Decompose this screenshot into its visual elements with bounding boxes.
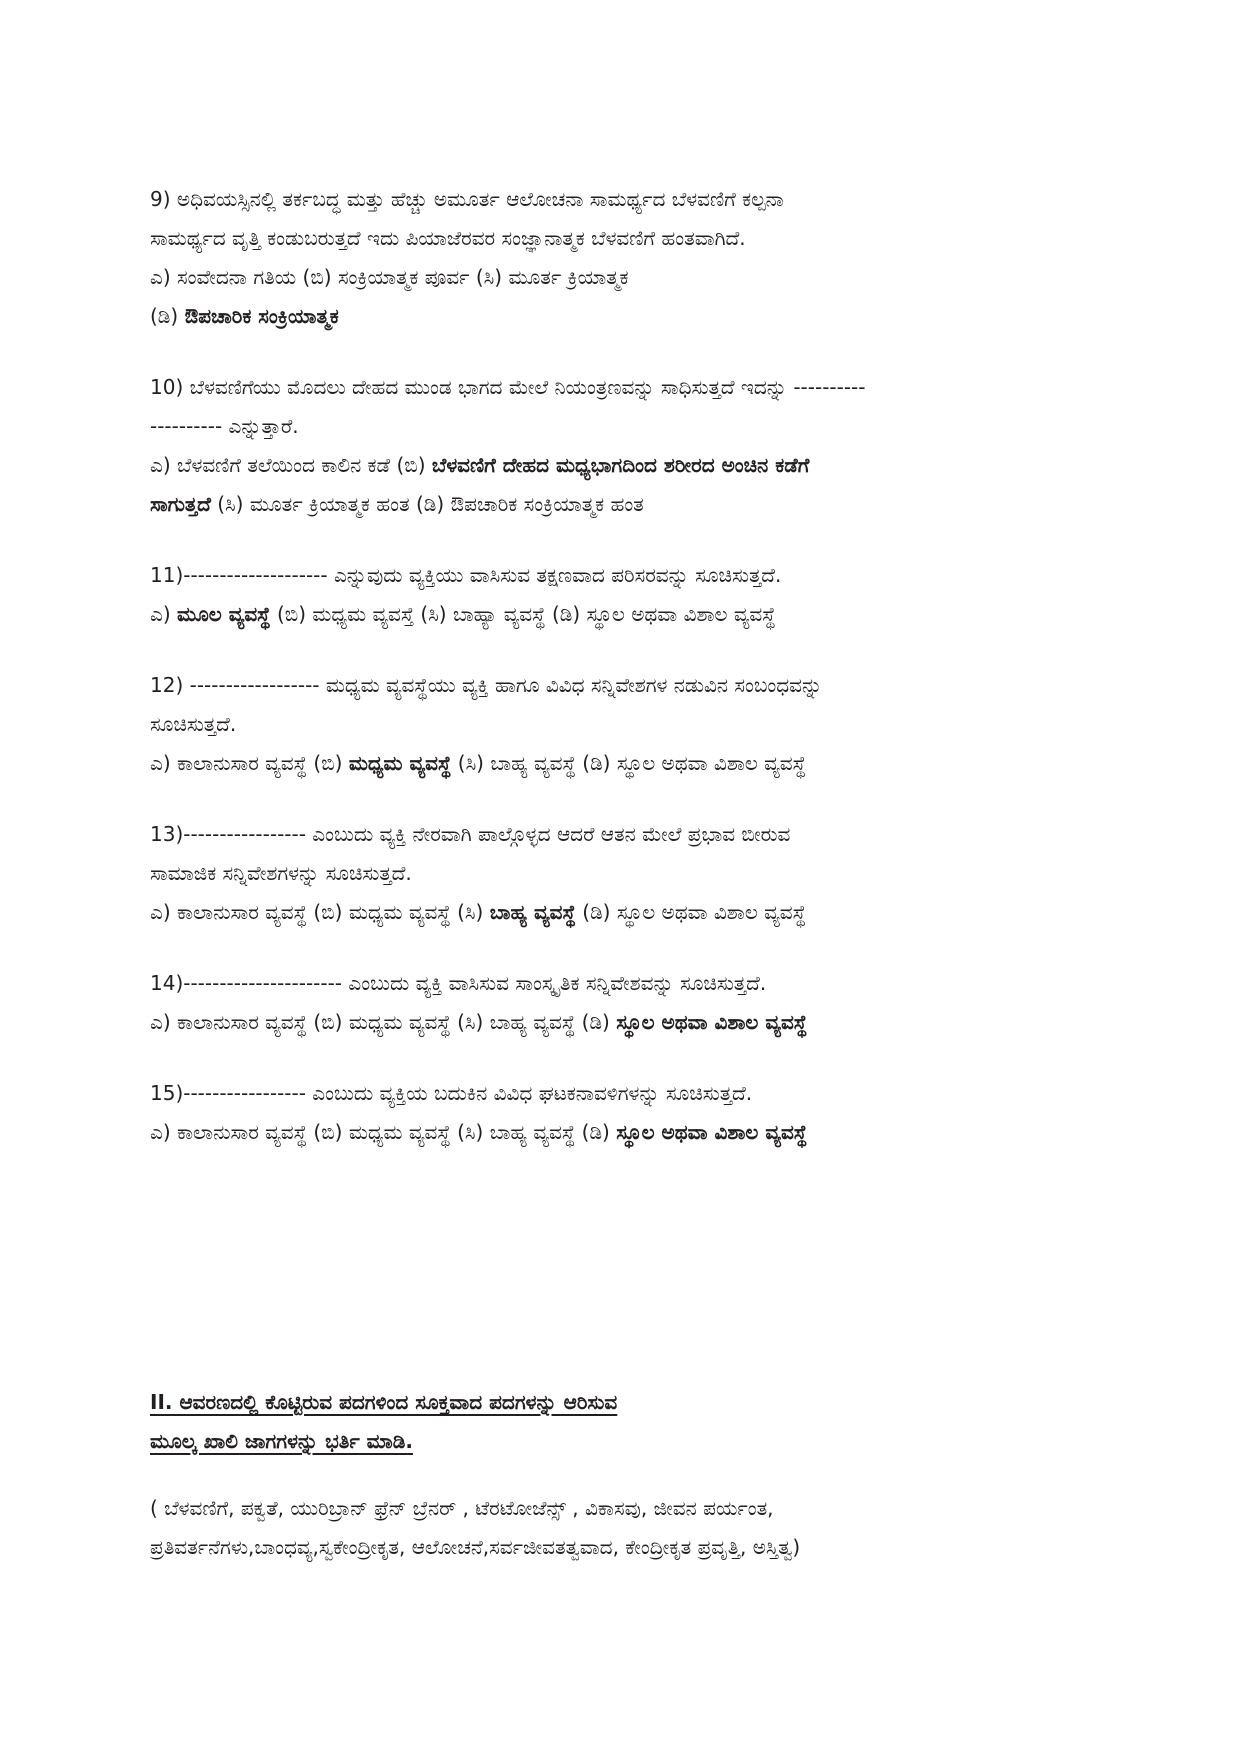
options-line — [150, 1113, 1090, 1152]
correct-answer: ಸ್ಥೂಲ ಅಥವಾ ವಿಶಾಲ ವ್ಯವಸ್ಥೆ — [616, 1120, 808, 1144]
word-bank-line: ಪ್ರತಿವರ್ತನೆಗಳು,ಬಾಂಧವ್ಯ,ಸ್ವಕೇಂದ್ರೀಕೃತ, ಆಲೋಚನೆ,ಸರ್ವಜೀವತತ್ವವಾದ, ಕೇಂದ್ರೀಕೃತ ಪ್ರವೃತ್ತಿ, ಅಸ್ತಿತ್ವ) — [150, 1535, 801, 1559]
options-line — [150, 744, 1090, 783]
question-text-line: ಸಾಮಾಜಿಕ ಸನ್ನಿವೇಶಗಳನ್ನು ಸೂಚಿಸುತ್ತದೆ. — [150, 861, 412, 885]
question-text-line: 9) ಅಧಿವಯಸ್ಸಿನಲ್ಲಿ ತರ್ಕಬದ್ಧ ಮತ್ತು ಹೆಚ್ಚು ಅಮೂರ್ತ ಆಲೋಚನಾ ಸಾಮರ್ಥ್ಯದ ಬೆಳವಣಿಗೆ ಕಲ್ಪನಾ — [150, 187, 784, 211]
correct-answer-continued: ಸಾಗುತ್ತದೆ — [150, 492, 211, 516]
question-text-line: 11)-------------------- ಎನ್ನುವುದು ವ್ಯಕ್ತಿಯು ವಾಸಿಸುವ ತಕ್ಷಣವಾದ ಪರಿಸರವನ್ನು ಸೂಚಿಸುತ್ತದೆ. — [150, 563, 782, 587]
option-text: ಎ) — [150, 602, 178, 626]
section-heading-line: II. ಆವರಣದಲ್ಲಿ ಕೊಟ್ಟಿರುವ ಪದಗಳಿಂದ ಸೂಕ್ತವಾದ ಪದಗಳನ್ನು ಆರಿಸುವ — [150, 1390, 618, 1414]
options-line — [150, 893, 1090, 932]
option-text: (ಸಿ) ಮೂರ್ತ ಕ್ರಿಯಾತ್ಮಕ ಹಂತ (ಡಿ) ಔಪಚಾರಿಕ ಸಂಕ್ರಿಯಾತ್ಮಕ ಹಂತ — [210, 492, 644, 516]
question-13 — [150, 815, 1090, 932]
options-line — [150, 1003, 1090, 1042]
question-text-line: ---------- ಎನ್ನುತ್ತಾರೆ. — [150, 414, 299, 438]
options-line — [150, 446, 1090, 485]
question-14 — [150, 964, 1090, 1042]
correct-answer: ಸ್ಥೂಲ ಅಥವಾ ವಿಶಾಲ ವ್ಯವಸ್ಥೆ — [616, 1010, 808, 1034]
correct-answer: ಔಪಚಾರಿಕ ಸಂಕ್ರಿಯಾತ್ಮಕ — [184, 304, 339, 328]
option-text: (ಡಿ) — [150, 304, 185, 328]
question-9 — [150, 180, 1090, 336]
option-text: (ಬಿ) ಮಧ್ಯಮ ವ್ಯವಸ್ತೆ (ಸಿ) ಬಾಹ್ಯಾ ವ್ಯವಸ್ಥೆ (ಡಿ) ಸ್ಥೂಲ ಅಥವಾ ವಿಶಾಲ ವ್ಯವಸ್ಥೆ — [270, 602, 776, 626]
correct-answer: ಮೂಲ ವ್ಯವಸ್ಥೆ — [177, 602, 271, 626]
option-text: ಎ) ಕಾಲಾನುಸಾರ ವ್ಯವಸ್ಥೆ (ಬಿ) — [150, 751, 349, 775]
word-bank-line: ( ಬೆಳವಣಿಗೆ, ಪಕ್ವತೆ, ಯುರಿಬ್ರಾನ್ ಫ್ರೆನ್ ಬ್ರೆನರ್ , ಟೆರಟೋಜೆನ್ಸ್ , ವಿಕಾಸವು, ಜೀವನ ಪರ್ಯಂತ, — [150, 1496, 774, 1520]
question-list — [150, 180, 1090, 1184]
options-line: ಎ) ಸಂವೇದನಾ ಗತಿಯ (ಬಿ) ಸಂಕ್ರಿಯಾತ್ಮಕ ಪೂರ್ವ (ಸಿ) ಮೂರ್ತ ಕ್ರಿಯಾತ್ಮಕ — [150, 265, 629, 289]
options-line — [150, 485, 1090, 524]
section-heading-line: ಮೂಲ್ಕ ಖಾಲಿ ಜಾಗಗಳನ್ನು ಭರ್ತಿ ಮಾಡಿ. — [150, 1429, 413, 1453]
correct-answer: ಬೆಳವಣಿಗೆ ದೇಹದ ಮಧ್ಯಭಾಗದಿಂದ ಶರೀರದ ಅಂಚಿನ ಕಡೆಗೆ — [431, 453, 810, 477]
question-text-line: 15)----------------- ಎಂಬುದು ವ್ಯಕ್ತಿಯ ಬದುಕಿನ ವಿವಿಧ ಘಟಕನಾವಳಿಗಳನ್ನು ಸೂಚಿಸುತ್ತದೆ. — [150, 1081, 753, 1105]
question-12 — [150, 666, 1090, 783]
question-text-line: ಸೂಚಿಸುತ್ತದೆ. — [150, 712, 237, 736]
correct-answer: ಬಾಹ್ಯ ವ್ಯವಸ್ಥೆ — [489, 900, 576, 924]
section-two — [150, 1383, 1090, 1567]
option-text: (ಸಿ) ಬಾಹ್ಯ ವ್ಯವಸ್ಥೆ (ಡಿ) ಸ್ಥೂಲ ಅಥವಾ ವಿಶಾಲ ವ್ಯವಸ್ಥೆ — [451, 751, 807, 775]
word-bank — [150, 1489, 1090, 1567]
options-line — [150, 595, 1090, 634]
question-10 — [150, 368, 1090, 524]
question-text-line: 14)---------------------- ಎಂಬುದು ವ್ಯಕ್ತಿ ವಾಸಿಸುವ ಸಾಂಸ್ಕೃತಿಕ ಸನ್ನಿವೇಶವನ್ನು ಸೂಚಿಸುತ್ತದೆ. — [150, 971, 767, 995]
question-text-line: 12) ------------------ ಮಧ್ಯಮ ವ್ಯವಸ್ಥೆಯು ವ್ಯಕ್ತಿ ಹಾಗೂ ವಿವಿಧ ಸನ್ನಿವೇಶಗಳ ನಡುವಿನ ಸಂಬಂಧವನ್ನು — [150, 673, 823, 697]
question-text-line: 13)----------------- ಎಂಬುದು ವ್ಯಕ್ತಿ ನೇರವಾಗಿ ಪಾಲ್ಗೊಳ್ಳದ ಆದರೆ ಆತನ ಮೇಲೆ ಪ್ರಭಾವ ಬೀರುವ — [150, 822, 791, 846]
question-15 — [150, 1074, 1090, 1152]
question-text-line: ಸಾಮರ್ಥ್ಯದ ವೃತ್ತಿ ಕಂಡುಬರುತ್ತದೆ ಇದು ಪಿಯಾಜೆರವರ ಸಂಜ್ಞಾನಾತ್ಮಕ ಬೆಳವಣಿಗೆ ಹಂತವಾಗಿದೆ. — [150, 226, 746, 250]
section-heading — [150, 1383, 1090, 1461]
option-text: ಎ) ಕಾಲಾನುಸಾರ ವ್ಯವಸ್ಥೆ (ಬಿ) ಮಧ್ಯಮ ವ್ಯವಸ್ಥೆ (ಸಿ) ಬಾಹ್ಯ ವ್ಯವಸ್ಥೆ (ಡಿ) — [150, 1010, 617, 1034]
option-text: ಎ) ಬೆಳವಣಿಗೆ ತಲೆಯಿಂದ ಕಾಲಿನ ಕಡೆ (ಬಿ) — [150, 453, 432, 477]
question-text-line: 10) ಬೆಳವಣಿಗೆಯು ಮೊದಲು ದೇಹದ ಮುಂಡ ಭಾಗದ ಮೇಲೆ ನಿಯಂತ್ರಣವನ್ನು ಸಾಧಿಸುತ್ತದೆ ಇದನ್ನು ---------- — [150, 375, 866, 399]
question-11 — [150, 556, 1090, 634]
option-text: (ಡಿ) ಸ್ಥೂಲ ಅಥವಾ ವಿಶಾಲ ವ್ಯವಸ್ಥೆ — [575, 900, 807, 924]
options-line — [150, 297, 1090, 336]
correct-answer: ಮಧ್ಯಮ ವ್ಯವಸ್ಥೆ — [348, 751, 452, 775]
option-text: ಎ) ಕಾಲಾನುಸಾರ ವ್ಯವಸ್ಥೆ (ಬಿ) ಮಧ್ಯಮ ವ್ಯವಸ್ಥೆ (ಸಿ) — [150, 900, 490, 924]
option-text: ಎ) ಕಾಲಾನುಸಾರ ವ್ಯವಸ್ಥೆ (ಬಿ) ಮಧ್ಯಮ ವ್ಯವಸ್ಥೆ (ಸಿ) ಬಾಹ್ಯ ವ್ಯವಸ್ಥೆ (ಡಿ) — [150, 1120, 617, 1144]
